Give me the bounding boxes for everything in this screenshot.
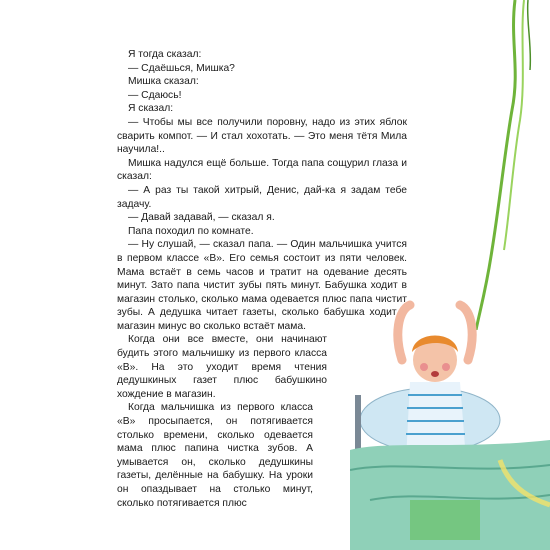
text-line: — Давай задавай, — сказал я.: [128, 212, 275, 224]
text-paragraph: Когда мальчишка из первого класса «В» просыпается, он потягивается столько времени, сколько одевается мама плюс папина чистка зубов. А умывается он, сколько дедушкины газеты, делённые на бабушку. На уроки он опаздывает на столько минут, сколько потягивается плюс: [117, 402, 313, 509]
text-paragraph: — Чтобы мы все получили поровну, надо из этих яблок сварить компот. — И стал хохотать. — Это меня тётя Мила научила!..: [117, 116, 407, 156]
text-line: Папа походил по комнате.: [128, 225, 254, 237]
text-line: Я сказал:: [128, 103, 174, 115]
text-paragraph: — Ну слушай, — сказал папа. — Один мальчишка учится в первом классе «В». Его семья состоит из пяти человек. Мама встаёт в семь часов и тратит на одевание десять минут. Зато папа чистит зубы пять минут. Бабушка ходит в магазин столько, сколько мама одевается плюс папа чистит зубы. А дедушка читает газеты, сколько бабушка ходит в магазин минус во сколько встаёт мама.: [117, 239, 407, 332]
boy-waking-illustration: [350, 300, 550, 550]
text-paragraph: — А раз ты такой хитрый, Денис, дай-ка я задам тебе задачу.: [117, 184, 407, 210]
text-line: Я тогда сказал:: [128, 49, 202, 60]
text-paragraph: Мишка надулся ещё больше. Тогда папа сощурил глаза и сказал:: [117, 157, 407, 183]
tree-branch-illustration: [420, 0, 550, 330]
text-paragraph: Когда они все вместе, они начинают будить этого мальчишку из первого класса «В». На это уходит время чтения дедушкиных газет плюс бабушкино хождение в магазин.: [117, 334, 327, 400]
text-line: — Сдаюсь!: [128, 89, 182, 101]
text-line: Мишка сказал:: [128, 76, 199, 88]
text-line: — Сдаёшься, Мишка?: [128, 62, 235, 74]
